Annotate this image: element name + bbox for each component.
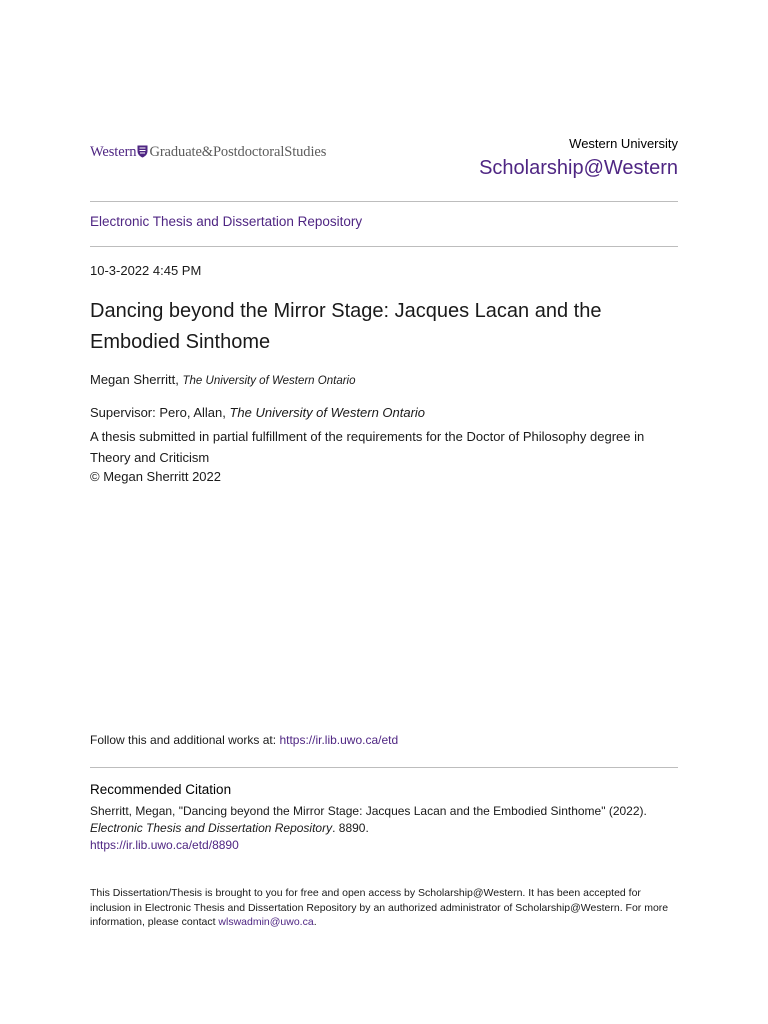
author-line: [90, 372, 356, 387]
divider-top: [90, 201, 678, 202]
author-affiliation: The University of Western Ontario: [182, 375, 356, 387]
degree-statement: A thesis submitted in partial fulfillment of the requirements for the Doctor of Philosophy degree in Theory and Criticism: [90, 429, 645, 465]
copyright-notice: © Megan Sherritt 2022: [90, 469, 221, 484]
supervisor-line: [90, 405, 425, 420]
author-name: Megan Sherritt,: [90, 372, 179, 387]
cover-page: [90, 0, 678, 1024]
access-notice: [90, 886, 678, 930]
access-notice-text: This Dissertation/Thesis is brought to you for free and open access by Scholarship@Western. It has been accepted for inclusion in Electronic Thesis and Dissertation Repository by an authorized administrator of Scholarship@Western. For more information, please contact: [90, 887, 669, 928]
supervisor-affiliation: The University of Western Ontario: [229, 405, 426, 420]
divider-citation: [90, 767, 678, 768]
citation-series-line: [90, 820, 678, 837]
logo-rest: Graduate&PostdoctoralStudies: [149, 144, 327, 160]
citation-block: [90, 803, 678, 854]
header: [90, 134, 678, 184]
institution-name: Western University: [569, 136, 678, 151]
citation-link[interactable]: https://ir.lib.uwo.ca/etd/8890: [90, 838, 239, 852]
citation-series: Electronic Thesis and Dissertation Repository: [90, 821, 333, 835]
logo-word: Western: [90, 144, 137, 160]
citation-text: Sherritt, Megan, "Dancing beyond the Mirror Stage: Jacques Lacan and the Embodied Sinthome" (2022).: [90, 804, 647, 818]
contact-email-link[interactable]: wlswadmin@uwo.ca: [218, 916, 314, 928]
divider-collection: [90, 246, 678, 247]
submission-date: 10-3-2022 4:45 PM: [90, 263, 202, 278]
citation-number: . 8890.: [332, 821, 369, 835]
scholarship-western-link[interactable]: Scholarship@Western: [479, 157, 678, 179]
recommended-citation-heading: Recommended Citation: [90, 782, 232, 797]
access-notice-end: .: [313, 916, 317, 928]
thesis-title: Dancing beyond the Mirror Stage: Jacques Lacan and the Embodied Sinthome: [90, 300, 602, 353]
crest-icon: [137, 145, 148, 163]
follow-link[interactable]: https://ir.lib.uwo.ca/etd: [279, 733, 399, 747]
western-graduate-studies-logo[interactable]: [90, 144, 326, 163]
supervisor-name: Supervisor: Pero, Allan,: [90, 405, 226, 420]
follow-line: [90, 733, 398, 747]
collection-link[interactable]: Electronic Thesis and Dissertation Repository: [90, 214, 363, 229]
follow-label: Follow this and additional works at:: [90, 733, 280, 747]
